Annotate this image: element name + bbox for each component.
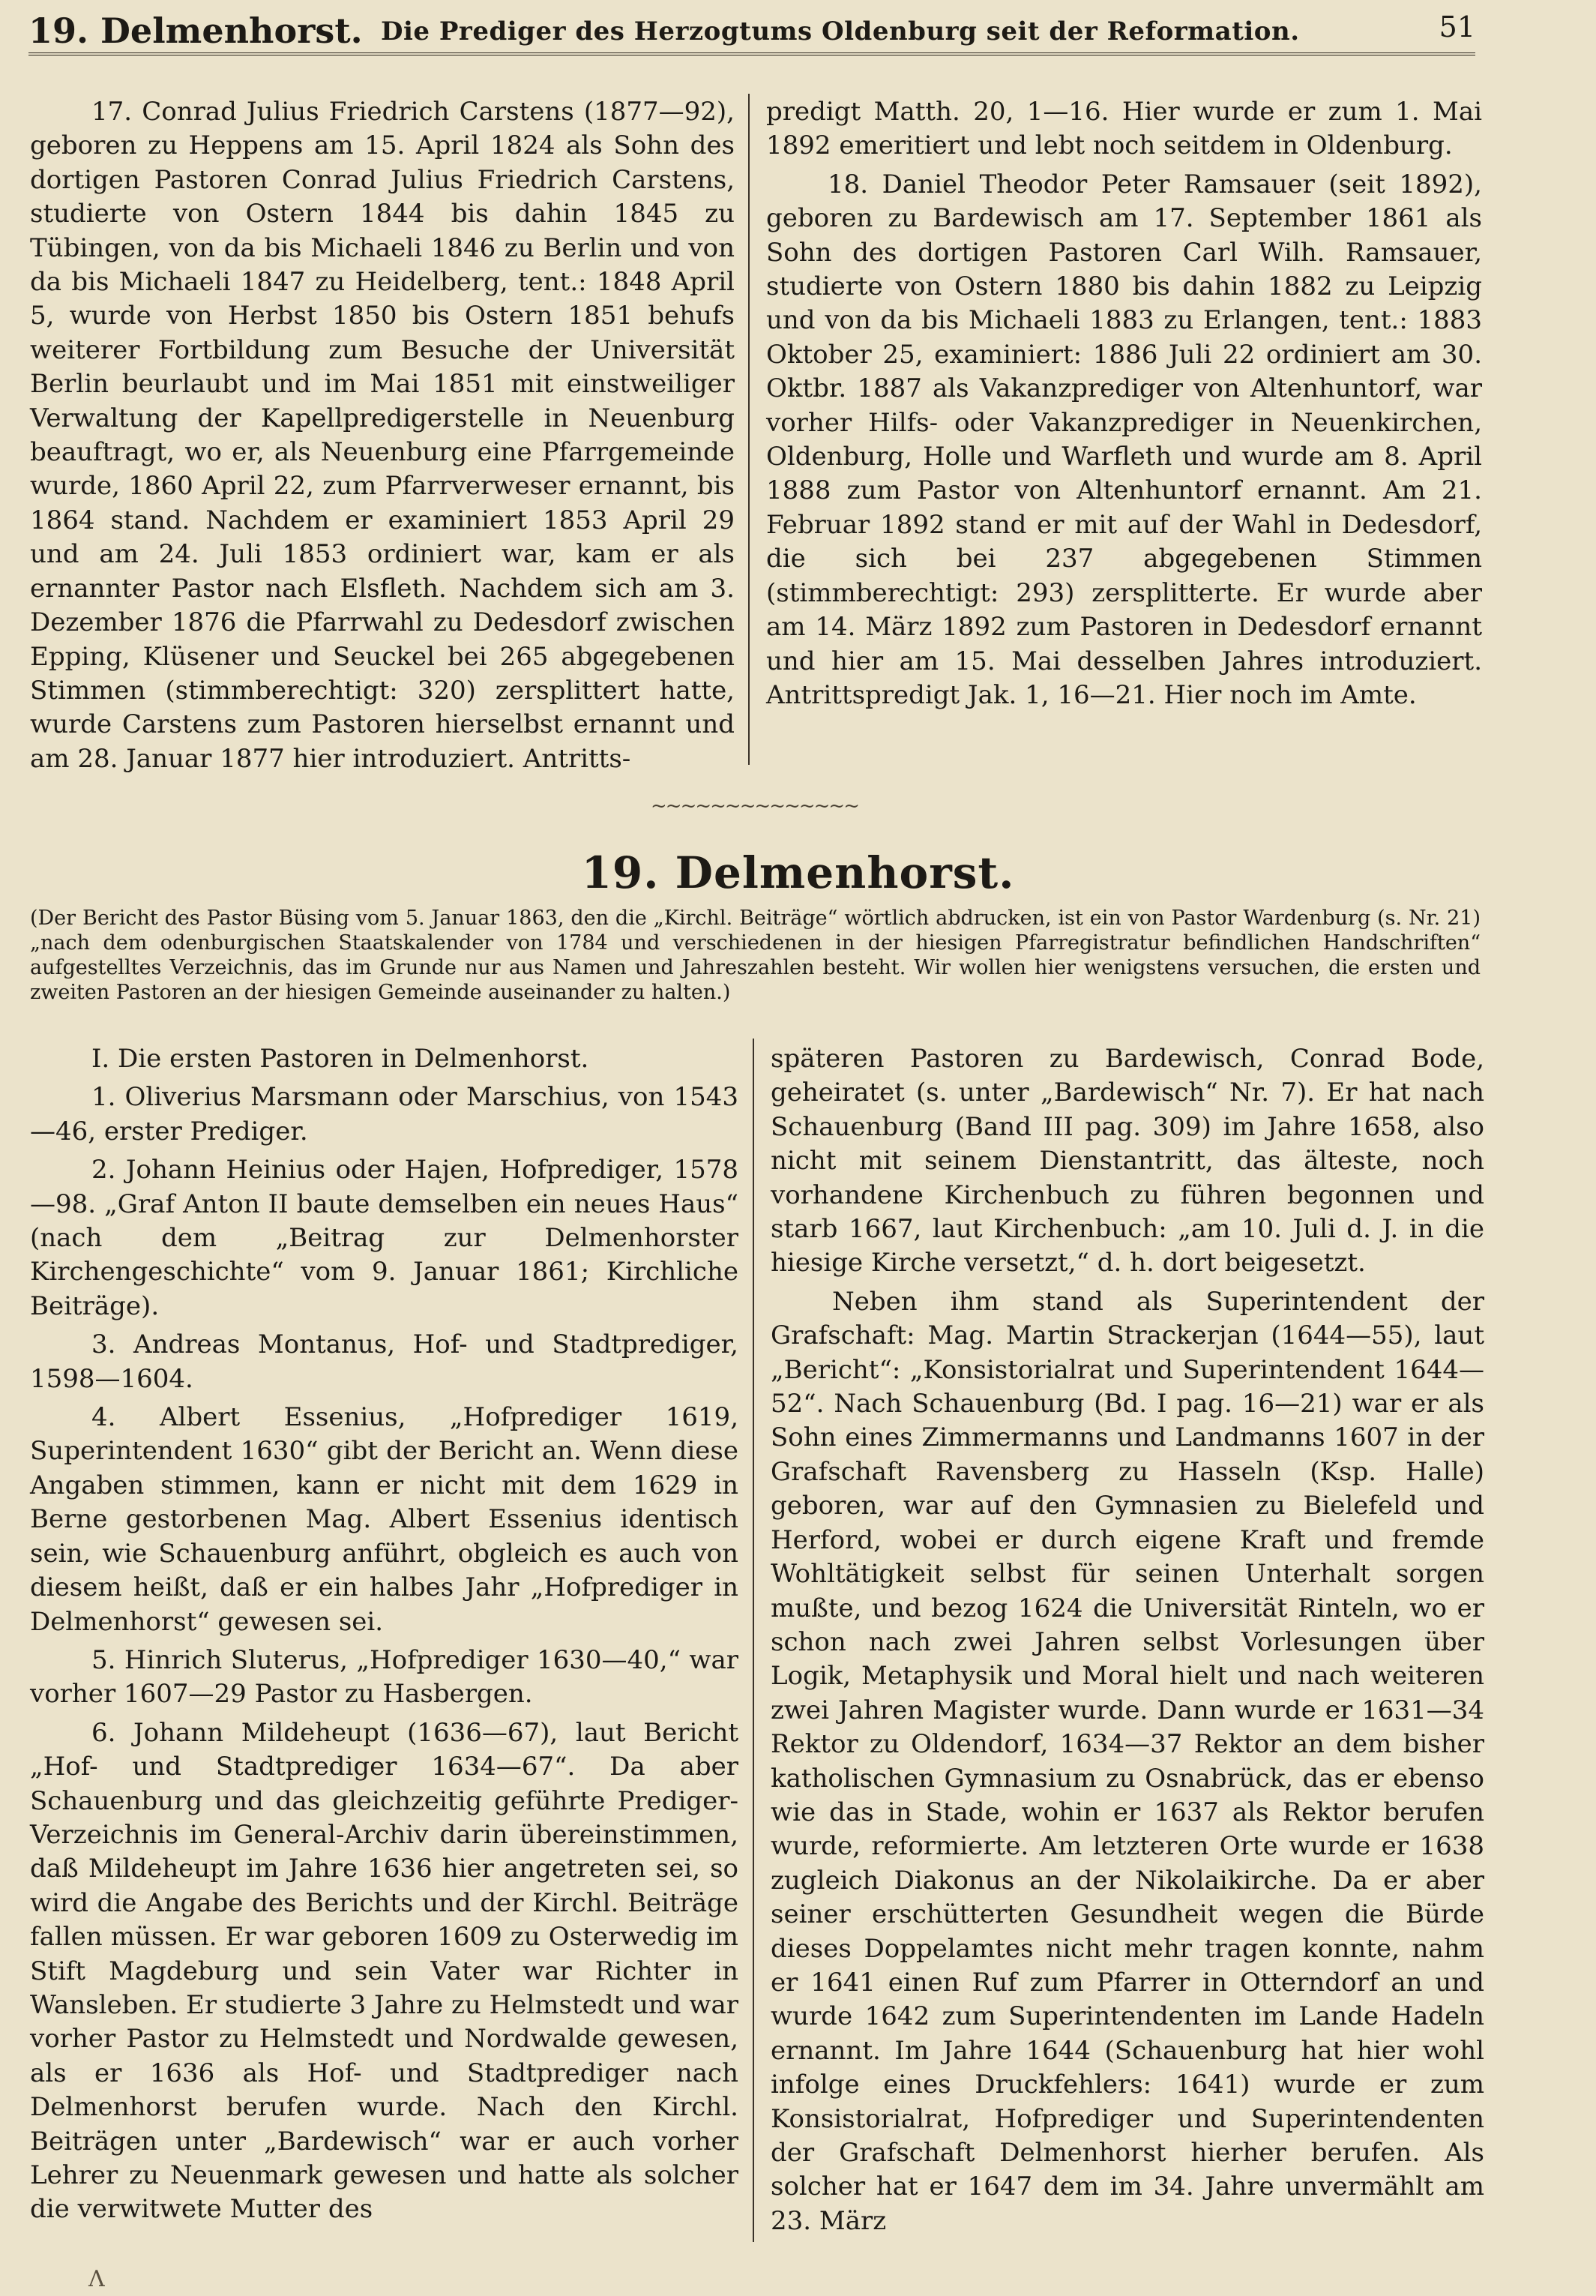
section-note xyxy=(30,906,1481,1005)
entry-2-heinius: 2. Johann Heinius oder Hajen, Hofprediger, 1578—98. „Graf Anton II baute demselben ein neues Haus“ (nach dem „Beitrag zur Delmenhorster Kirchengeschichte“ vom 9. Januar 1861; Kirchliche Beiträge). xyxy=(30,1155,738,1321)
section-separator-ornament: ~~~~~~~~~~~~~~ xyxy=(651,795,858,817)
top-right-column xyxy=(766,95,1482,712)
top-left-column xyxy=(30,95,735,776)
page-number: 51 xyxy=(1439,10,1475,43)
footer-mark: Λ xyxy=(88,2266,105,2292)
column-divider-bottom xyxy=(753,1039,754,2242)
entry-1-marsmann: 1. Oliverius Marsmann oder Marschius, von 1543—46, erster Prediger. xyxy=(30,1082,738,1147)
bottom-left-column xyxy=(30,1042,738,2227)
column-divider-top xyxy=(748,94,750,765)
entry-17-continuation: predigt Matth. 20, 1—16. Hier wurde er zum 1. Mai 1892 emeritiert und lebt noch seitdem in Oldenburg. xyxy=(766,97,1482,161)
header-book-title: Die Prediger des Herzogtums Oldenburg seit der Reformation. xyxy=(381,16,1300,46)
section-title: 19. Delmenhorst. xyxy=(581,847,1015,898)
entry-6-mildeheupt: 6. Johann Mildeheupt (1636—67), laut Bericht „Hof- und Stadtprediger 1634—67“. Da aber Schauenburg und das gleichzeitig geführte Prediger-Verzeichnis im General-Archiv darin übereinstimmen, daß Mildeheupt im Jahre 1636 hier angetreten sei, so wird die Angabe des Berichts und der Kirchl. Beiträge fallen müssen. Er war geboren 1609 zu Osterwedig im Stift Magdeburg und sein Vater war Richter in Wansleben. Er studierte 3 Jahre zu Helmstedt und war vorher Pastor zu Helmstedt und Nordwalde gewesen, als er 1636 als Hof- und Stadtprediger nach Delmenhorst berufen wurde. Nach den Kirchl. Beiträgen unter „Bardewisch“ war er auch vorher Lehrer zu Neuenmark gewesen und hatte als solcher die verwitwete Mutter des xyxy=(30,1717,738,2225)
entry-17-carstens: 17. Conrad Julius Friedrich Carstens (1877—92), geboren zu Heppens am 15. April 1824 als Sohn des dortigen Pastoren Conrad Julius Friedrich Carstens, studierte von Ostern 1844 bis dahin 1845 zu Tübingen, von da bis Michaeli 1846 zu Berlin und von da bis Michaeli 1847 zu Heidelberg, tent.: 1848 April 5, wurde von Herbst 1850 bis Ostern 1851 behufs weiterer Fortbildung zum Besuche der Universität Berlin beurlaubt und im Mai 1851 mit einstweiliger Verwaltung der Kapellpredigerstelle in Neuenburg beauftragt, wo er, als Neuenburg eine Pfarrgemeinde wurde, 1860 April 22, zum Pfarrverweser ernannt, bis 1864 stand. Nachdem er examiniert 1853 April 29 und am 24. Juli 1853 ordiniert war, kam er als ernannter Pastor nach Elsfleth. Nachdem sich am 3. Dezember 1876 die Pfarrwahl zu Dedesdorf zwischen Epping, Klüsener und Seuckel bei 265 abgegebenen Stimmen (stimmberechtigt: 320) zersplittert hatte, wurde Carstens zum Pastoren hierselbst ernannt und am 28. Januar 1877 hier introduziert. Antritts- xyxy=(30,97,735,774)
running-header xyxy=(28,6,1475,55)
entry-5-sluterus: 5. Hinrich Sluterus, „Hofprediger 1630—40,“ war vorher 1607—29 Pastor zu Hasbergen. xyxy=(30,1644,738,1710)
entry-6-continuation: späteren Pastoren zu Bardewisch, Conrad Bode, geheiratet (s. unter „Bardewisch“ Nr. 7). Er hat nach Schauenburg (Band III pag. 309) im Jahre 1658, also nicht mit seinem Dienstantritt, das älteste, noch vorhandene Kirchenbuch zu führen begonnen und starb 1667, laut Kirchenbuch: „am 10. Juli d. J. in die hiesige Kirche versetzt,“ d. h. dort beigesetzt. xyxy=(771,1044,1484,1278)
header-section-label: 19. Delmenhorst. xyxy=(28,10,363,51)
entry-3-montanus: 3. Andreas Montanus, Hof- und Stadtprediger, 1598—1604. xyxy=(30,1329,738,1394)
strackerjan-paragraph: Neben ihm stand als Superintendent der Grafschaft: Mag. Martin Strackerjan (1644—55), laut „Bericht“: „Konsistorialrat und Superintendent 1644—52“. Nach Schauenburg (Bd. I pag. 16—21) war er als Sohn eines Zimmermanns und Landmanns 1607 in der Grafschaft Ravensberg zu Hasseln (Ksp. Halle) geboren, war auf den Gymnasien zu Bielefeld und Herford, wobei er durch eigene Kraft und fremde Wohltätigkeit selbst für seinen Unterhalt sorgen mußte, und bezog 1624 die Universität Rinteln, wo er schon nach zwei Jahren selbst Vorlesungen über Logik, Metaphysik und Moral hielt und nach weiteren zwei Jahren Magister wurde. Dann wurde er 1631—34 Rektor zu Oldendorf, 1634—37 Rektor an dem bisher katholischen Gymnasium zu Osnabrück, das er ebenso wie das in Stade, wohin er 1637 als Rektor berufen wurde, reformierte. Am letzteren Orte wurde er 1638 zugleich Diakonus an der Nikolaikirche. Da er aber seiner erschütterten Gesundheit wegen die Bürde dieses Doppelamtes nicht mehr tragen konnte, nahm er 1641 einen Ruf zum Pfarrer in Otterndorf an und wurde 1642 zum Superintendenten im Lande Hadeln ernannt. Im Jahre 1644 (Schauenburg hat hier wohl infolge eines Druckfehlers: 1641) wurde er zum Konsistorialrat, Hofprediger und Superintendenten der Grafschaft Delmenhorst hierher berufen. Als solcher hat er 1647 dem im 34. Jahre unvermählt am 23. März xyxy=(771,1286,1484,2236)
section-note-text: (Der Bericht des Pastor Büsing vom 5. Januar 1863, den die „Kirchl. Beiträge“ wörtlich abdrucken, ist ein von Pastor Wardenburg (s. Nr. 21) „nach dem odenburgischen Staatskalender von 1784 und verschiedenen in der hiesigen Pfarregistratur befindlichen Handschriften“ aufgestelltes Verzeichnis, das im Grunde nur aus Namen und Jahreszahlen besteht. Wir wollen hier wenigstens versuchen, die ersten und zweiten Pastoren an der hiesigen Gemeinde auseinander zu halten.) xyxy=(30,907,1481,1004)
entry-18-ramsauer: 18. Daniel Theodor Peter Ramsauer (seit 1892), geboren zu Bardewisch am 17. September 1861 als Sohn des dortigen Pastoren Carl Wilh. Ramsauer, studierte von Ostern 1880 bis dahin 1882 zu Leipzig und von da bis Michaeli 1883 zu Erlangen, tent.: 1883 Oktober 25, examiniert: 1886 Juli 22 ordiniert am 30. Oktbr. 1887 als Vakanzprediger von Altenhuntorf, war vorher Hilfs- oder Vakanzprediger in Neuenkirchen, Oldenburg, Holle und Warfleth und wurde am 8. April 1888 zum Pastor von Altenhuntorf ernannt. Am 21. Februar 1892 stand er mit auf der Wahl in Dedesdorf, die sich bei 237 abgegebenen Stimmen (stimmberechtigt: 293) zersplitterte. Er wurde aber am 14. März 1892 zum Pastoren in Dedesdorf ernannt und hier am 15. Mai desselben Jahres introduziert. Antrittspredigt Jak. 1, 16—21. Hier noch im Amte. xyxy=(766,169,1482,710)
subsection-heading: I. Die ersten Pastoren in Delmenhorst. xyxy=(91,1044,589,1074)
entry-4-essenius: 4. Albert Essenius, „Hofprediger 1619, Superintendent 1630“ gibt der Bericht an. Wenn diese Angaben stimmen, kann er nicht mit dem 1629 in Berne gestorbenen Mag. Albert Essenius identisch sein, wie Schauenburg anführt, obgleich es auch von diesem heißt, daß er ein halbes Jahr „Hofprediger in Delmenhorst“ gewesen sei. xyxy=(30,1402,738,1637)
bottom-right-column xyxy=(771,1042,1484,2238)
